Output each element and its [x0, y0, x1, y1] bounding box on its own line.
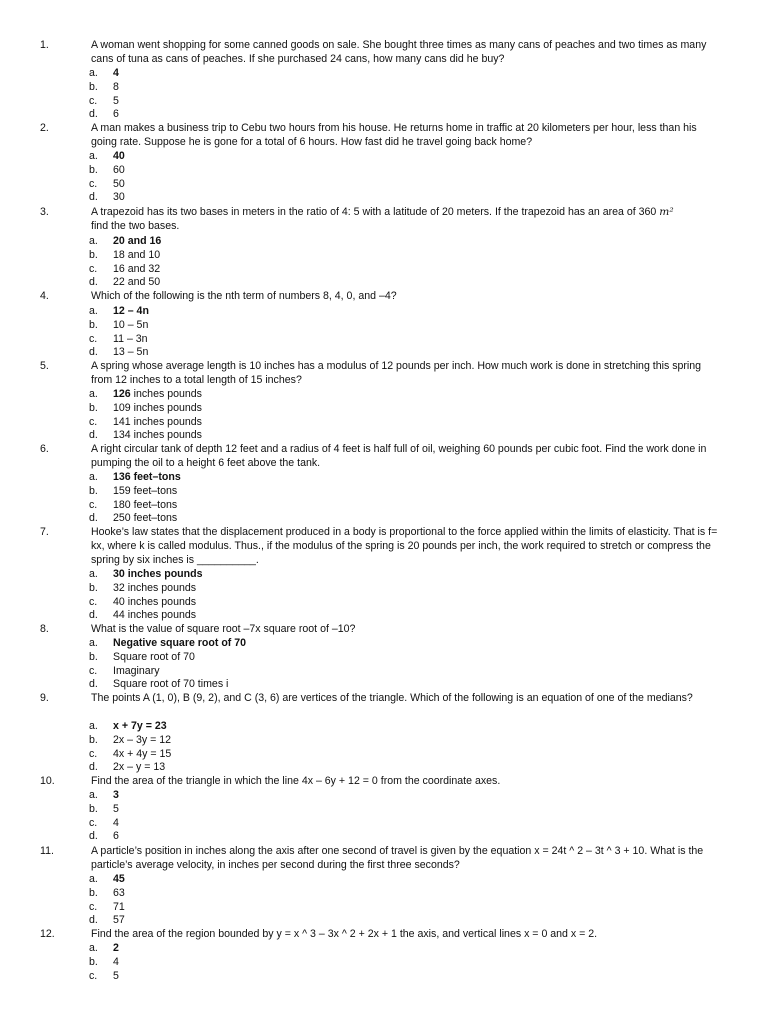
- option-letter: a.: [89, 150, 98, 162]
- option-letter: b.: [89, 581, 98, 594]
- option-letter: b.: [89, 318, 98, 331]
- option-letter: c.: [89, 332, 98, 345]
- options-list: [89, 388, 729, 443]
- option-text: 22 and 50: [113, 276, 161, 289]
- question-text: Which of the following is the nth term of numbers 8, 4, 0, and –4?: [91, 290, 397, 302]
- option-text: 30: [113, 191, 125, 204]
- option-a: [89, 388, 729, 402]
- option-letter: d.: [89, 346, 98, 359]
- option-text: 18 and 10: [113, 248, 161, 261]
- question-text: A particle’s position in inches along the axis after one second of travel is given by the equation x = 24t ^ 2 – 3t ^ 3 + 10. What is the particle’s average velocity, in inches per second during the first three seconds?: [91, 845, 704, 871]
- question-number: 9.: [40, 692, 49, 704]
- option-c: [89, 416, 729, 430]
- question-text: A right circular tank of depth 12 feet and a radius of 4 feet is half full of oil, weighing 60 pounds per cubic foot. Find the work done in pumping the oil to a height 6 feet above the tank.: [91, 443, 707, 469]
- option-letter: c.: [89, 94, 98, 107]
- option-d: [89, 108, 729, 122]
- option-answer-text: Negative square root of 70: [113, 637, 247, 649]
- question-number: 8.: [40, 623, 49, 635]
- option-text: 2x – y = 13: [113, 761, 166, 774]
- question-text: Find the area of the triangle in which the line 4x – 6y + 12 = 0 from the coordinate axes.: [91, 775, 501, 787]
- options-list: [89, 67, 729, 122]
- options-list: [89, 150, 729, 205]
- option-letter: d.: [89, 108, 98, 121]
- option-b: [89, 402, 729, 416]
- option-d: [89, 512, 729, 526]
- option-text: 180 feet–tons: [113, 498, 178, 511]
- option-letter: d.: [89, 429, 98, 442]
- option-d: [89, 761, 729, 775]
- option-d: [89, 830, 729, 844]
- options-list: [89, 942, 729, 983]
- option-letter: c.: [89, 595, 98, 608]
- option-letter: d.: [89, 276, 98, 289]
- option-c: [89, 665, 729, 679]
- option-text: 2x – 3y = 12: [113, 733, 172, 746]
- option-a: [89, 789, 729, 803]
- options-list: [89, 720, 729, 775]
- option-letter: a.: [89, 568, 98, 580]
- option-letter: a.: [89, 67, 98, 79]
- option-c: [89, 178, 729, 192]
- option-c: [89, 596, 729, 610]
- option-b: [89, 249, 729, 263]
- question-number: 3.: [40, 206, 49, 218]
- option-text: 44 inches pounds: [113, 609, 197, 622]
- option-letter: c.: [89, 262, 98, 275]
- option-text: 134 inches pounds: [113, 429, 202, 442]
- option-c: [89, 499, 729, 513]
- question-number: 6.: [40, 443, 49, 455]
- option-letter: b.: [89, 802, 98, 815]
- option-text: 5: [113, 94, 119, 107]
- option-answer-text: 136 feet–tons: [113, 471, 181, 483]
- option-text: 11 – 3n: [113, 332, 148, 345]
- question-text: A spring whose average length is 10 inches has a modulus of 12 pounds per inch. How much work is done in stretching this spring from 12 inches to a total length of 15 inches?: [91, 360, 702, 386]
- question-number: 4.: [40, 290, 49, 302]
- question-number: 7.: [40, 526, 49, 538]
- option-letter: b.: [89, 401, 98, 414]
- option-d: [89, 191, 729, 205]
- option-d: [89, 678, 729, 692]
- option-letter: a.: [89, 942, 98, 954]
- question-number: 5.: [40, 360, 49, 372]
- option-letter: d.: [89, 512, 98, 525]
- option-letter: a.: [89, 471, 98, 483]
- option-text: 71: [113, 900, 125, 913]
- option-b: [89, 803, 729, 817]
- option-b: [89, 651, 729, 665]
- option-letter: c.: [89, 969, 98, 982]
- question-text-continued: find the two bases.: [91, 219, 180, 232]
- option-text: 109 inches pounds: [113, 401, 202, 414]
- option-letter: b.: [89, 248, 98, 261]
- option-answer-text: x + 7y = 23: [113, 720, 167, 732]
- option-c: [89, 970, 729, 984]
- question-text: What is the value of square root –7x square root of –10?: [91, 623, 356, 635]
- option-a: [89, 305, 729, 319]
- option-d: [89, 609, 729, 623]
- question-number: 12.: [40, 928, 55, 940]
- option-letter: a.: [89, 873, 98, 885]
- option-letter: b.: [89, 80, 98, 93]
- option-a: [89, 873, 729, 887]
- option-a: [89, 150, 729, 164]
- question-text: A man makes a business trip to Cebu two hours from his house. He returns home in traffic at 20 kilometers per hour, less than his going rate. Suppose he is gone for a total of 6 hours. How fast did he travel going back home?: [91, 122, 697, 148]
- option-answer-text: 45: [113, 873, 125, 885]
- question-text: Hooke’s law states that the displacement produced in a body is proportional to the force applied within the limits of elasticity. That is f= kx, where k is called modulus. Thus., if the modulus of the spring is 20 pounds per inch, the work required to stretch or compress the spring by six inches is __________.: [91, 526, 718, 566]
- option-letter: b.: [89, 484, 98, 497]
- option-answer-text: 30 inches pounds: [113, 568, 203, 580]
- option-text: 16 and 32: [113, 262, 161, 275]
- option-text: Square root of 70 times i: [113, 678, 229, 691]
- unit-square-meters: m²: [659, 206, 674, 218]
- option-letter: d.: [89, 678, 98, 691]
- option-b: [89, 81, 729, 95]
- option-text: 63: [113, 886, 125, 899]
- options-list: [89, 568, 729, 623]
- question-text: [91, 206, 723, 234]
- option-letter: c.: [89, 415, 98, 428]
- option-letter: a.: [89, 720, 98, 732]
- option-answer-text: 40: [113, 150, 125, 162]
- option-letter: c.: [89, 177, 98, 190]
- option-text: 4: [113, 955, 119, 968]
- option-answer-text: 3: [113, 789, 119, 801]
- option-letter: a.: [89, 637, 98, 649]
- option-letter: b.: [89, 163, 98, 176]
- option-a: [89, 720, 729, 734]
- option-c: [89, 817, 729, 831]
- question-number: 10.: [40, 775, 55, 787]
- option-b: [89, 319, 729, 333]
- option-letter: b.: [89, 955, 98, 968]
- question-text-main: A trapezoid has its two bases in meters in the ratio of 4: 5 with a latitude of 20 meters. If the trapezoid has an area of 360: [91, 206, 657, 218]
- option-a: [89, 568, 729, 582]
- option-text: 13 – 5n: [113, 346, 149, 359]
- options-list: [89, 873, 729, 928]
- options-list: [89, 305, 729, 360]
- option-text: 50: [113, 177, 125, 190]
- options-list: [89, 789, 729, 844]
- option-c: [89, 263, 729, 277]
- option-letter: d.: [89, 609, 98, 622]
- option-text: 4x + 4y = 15: [113, 747, 172, 760]
- options-list: [89, 637, 729, 692]
- option-a: [89, 67, 729, 81]
- option-b: [89, 164, 729, 178]
- option-letter: a.: [89, 789, 98, 801]
- option-letter: c.: [89, 498, 98, 511]
- option-a: [89, 942, 729, 956]
- option-d: [89, 346, 729, 360]
- option-b: [89, 887, 729, 901]
- option-text: 40 inches pounds: [113, 595, 197, 608]
- option-letter: a.: [89, 235, 98, 247]
- option-letter: b.: [89, 886, 98, 899]
- option-b: [89, 734, 729, 748]
- option-letter: a.: [89, 388, 98, 400]
- question-number: 2.: [40, 122, 49, 134]
- option-answer-text: 2: [113, 942, 119, 954]
- option-letter: c.: [89, 664, 98, 677]
- option-b: [89, 582, 729, 596]
- question-text: Find the area of the region bounded by y = x ^ 3 – 3x ^ 2 + 2x + 1 the axis, and vertical lines x = 0 and x = 2.: [91, 928, 598, 940]
- option-c: [89, 748, 729, 762]
- option-text: 5: [113, 802, 119, 815]
- option-text: 6: [113, 830, 119, 843]
- option-text: 250 feet–tons: [113, 512, 178, 525]
- question-number: 11.: [40, 845, 54, 857]
- option-text: 60: [113, 163, 125, 176]
- option-d: [89, 276, 729, 290]
- option-text: Imaginary: [113, 664, 160, 677]
- option-a: [89, 637, 729, 651]
- options-list: [89, 471, 729, 526]
- option-text: 6: [113, 108, 119, 121]
- option-letter: d.: [89, 914, 98, 927]
- option-d: [89, 429, 729, 443]
- option-text: Square root of 70: [113, 650, 195, 663]
- question-text: A woman went shopping for some canned goods on sale. She bought three times as many cans of peaches and two times as many cans of tuna as cans of peaches. If she purchased 24 cans, how many cans did he buy?: [91, 39, 707, 65]
- option-answer-text: 12 – 4n: [113, 305, 149, 317]
- option-answer-text: 126: [113, 388, 131, 400]
- option-text: 8: [113, 80, 119, 93]
- question-text: The points A (1, 0), B (9, 2), and C (3, 6) are vertices of the triangle. Which of the following is an equation of one of the medians?: [91, 692, 693, 704]
- option-letter: b.: [89, 733, 98, 746]
- option-text: 57: [113, 914, 125, 927]
- option-text: 5: [113, 969, 119, 982]
- question-number: 1.: [40, 39, 49, 51]
- option-letter: d.: [89, 191, 98, 204]
- option-text: 32 inches pounds: [113, 581, 197, 594]
- option-text-rest: inches pounds: [130, 388, 202, 400]
- option-b: [89, 485, 729, 499]
- option-b: [89, 956, 729, 970]
- option-letter: c.: [89, 816, 98, 829]
- option-letter: a.: [89, 305, 98, 317]
- option-d: [89, 914, 729, 928]
- option-a: [89, 235, 729, 249]
- option-answer-text: 4: [113, 67, 119, 79]
- option-c: [89, 901, 729, 915]
- options-list: [89, 235, 729, 290]
- option-text: 159 feet–tons: [113, 484, 178, 497]
- option-c: [89, 333, 729, 347]
- option-text: 141 inches pounds: [113, 415, 202, 428]
- option-letter: d.: [89, 761, 98, 774]
- option-letter: c.: [89, 747, 98, 760]
- option-c: [89, 95, 729, 109]
- option-text: 10 – 5n: [113, 318, 149, 331]
- option-a: [89, 471, 729, 485]
- option-answer-text: 20 and 16: [113, 235, 162, 247]
- option-letter: d.: [89, 830, 98, 843]
- option-text: 4: [113, 816, 119, 829]
- option-letter: c.: [89, 900, 98, 913]
- option-letter: b.: [89, 650, 98, 663]
